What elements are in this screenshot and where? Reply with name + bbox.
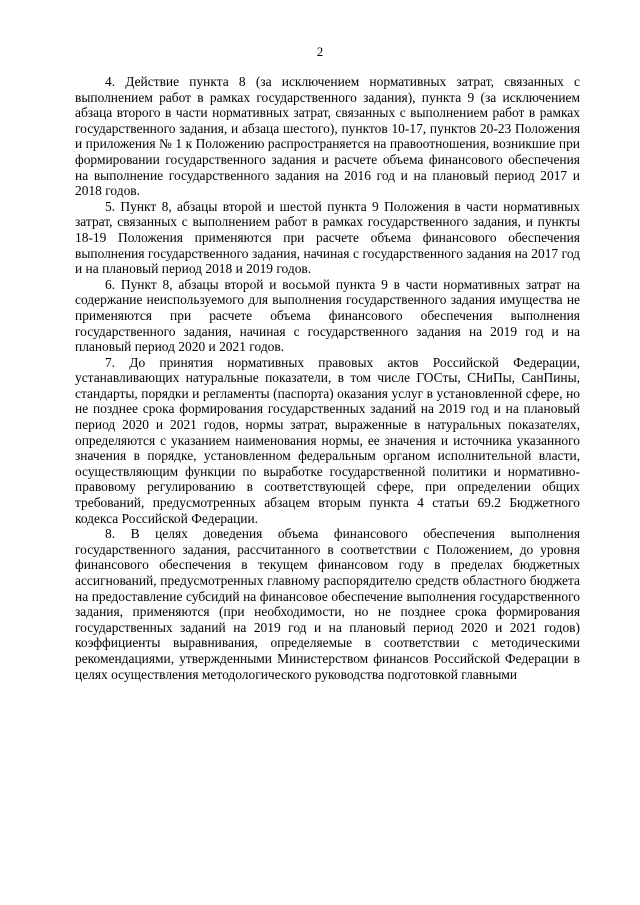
paragraph-7: 7. До принятия нормативных правовых актов Российской Федерации, устанавливающих натуральные показатели, в том числе ГОСты, СНиПы, СанПины, стандарты, порядки и регламенты (паспорта) оказания услуг в установленной сфере, но не позднее срока формирования государственных заданий на 2019 год и на плановый период 2020 и 2021 годов, нормы затрат, выраженные в натуральных показателях, определяются с указанием наименования нормы, ее значения и источника указанного значения в порядке, установленном федеральным органом исполнительной власти, осуществляющим функции по выработке государственной политики и нормативно-правовому регулированию в соответствующей сфере, при определении общих требований, предусмотренных абзацем вторым пункта 4 статьи 69.2 Бюджетного кодекса Российской Федерации. (75, 354, 580, 526)
paragraph-6: 6. Пункт 8, абзацы второй и восьмой пункта 9 в части нормативных затрат на содержание неиспользуемого для выполнения государственного задания имущества не применяются при расчете объема финансового обеспечения выполнения государственного задания, начиная с государственного задания на 2019 год и на плановый период 2020 и 2021 годов. (75, 276, 580, 355)
paragraph-4: 4. Действие пункта 8 (за исключением нормативных затрат, связанных с выполнением работ в рамках государственного задания), пункта 9 (за исключением абзаца второго в части нормативных затрат, связанных с выполнением работ в рамках государственного задания, и абзаца шестого), пунктов 10-17, пунктов 20-23 Положения и приложения № 1 к Положению распространяется на правоотношения, возникшие при формировании государственного задания и расчете объема финансового обеспечения на выполнение государственного задания на 2016 год и на плановый период 2017 и 2018 годов. (75, 74, 580, 199)
page-number: 2 (316, 44, 324, 59)
document-body (75, 74, 580, 682)
paragraph-5: 5. Пункт 8, абзацы второй и шестой пункта 9 Положения в части нормативных затрат, связанных с выполнением работ в рамках государственного задания, и пункты 18-19 Положения применяются при расчете объема финансового обеспечения выполнения государственного задания, начиная с государственного задания на 2017 год и на плановый период 2018 и 2019 годов. (75, 198, 580, 277)
paragraph-8: 8. В целях доведения объема финансового обеспечения выполнения государственного задания, рассчитанного в соответствии с Положением, до уровня финансового обеспечения в текущем финансовом году в пределах бюджетных ассигнований, предусмотренных главному распорядителю средств областного бюджета на предоставление субсидий на финансовое обеспечение выполнения государственного задания, применяются (при необходимости, но не позднее срока формирования государственных заданий на 2019 год и на плановый период 2020 и 2021 годов) коэффициенты выравнивания, определяемые в соответствии с методическими рекомендациями, утвержденными Министерством финансов Российской Федерации в целях осуществления методологического руководства подготовкой главными (75, 526, 580, 682)
